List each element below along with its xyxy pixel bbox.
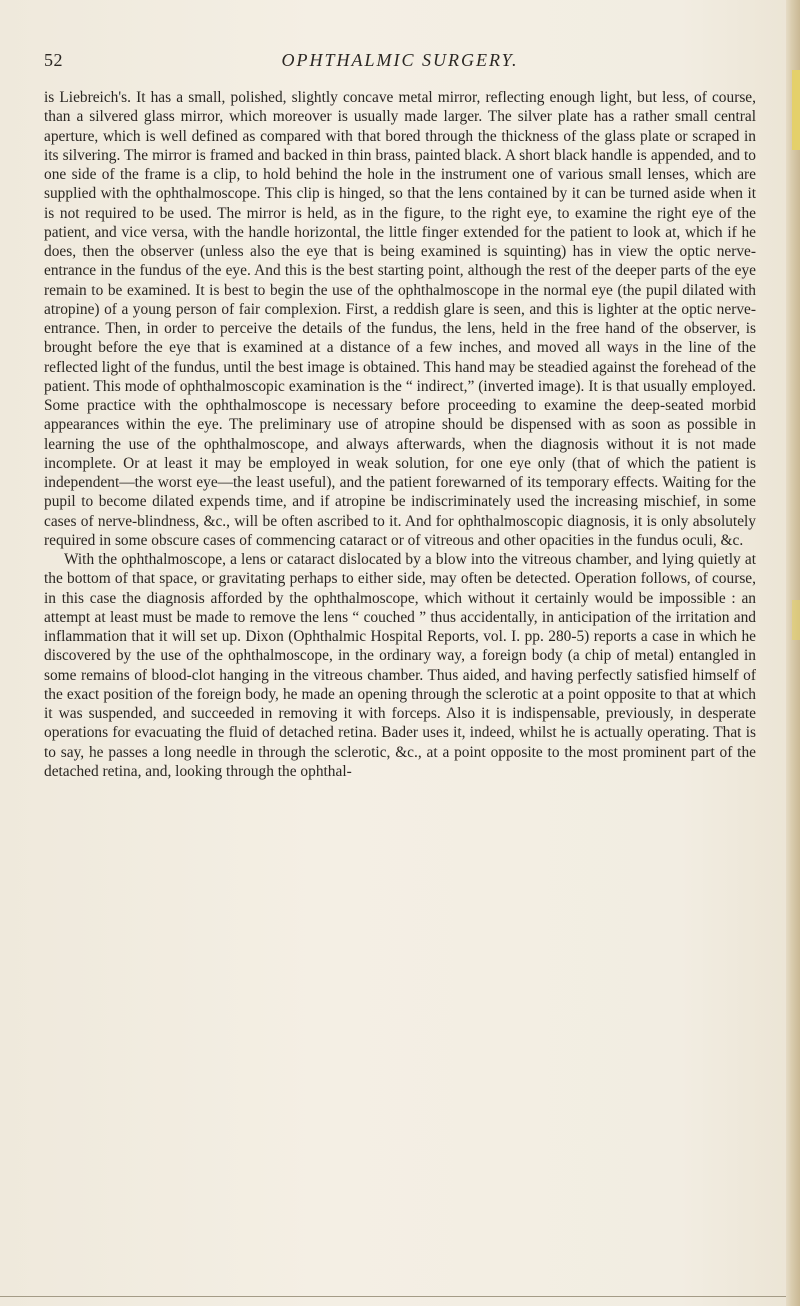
- page-edge: [786, 0, 800, 1306]
- paragraph: is Liebreich's. It has a small, polished, slightly concave metal mirror, reflecting enough light, but less, of course, than a silvered glass mirror, which moreover is usually made larger. The silver plate has a rather small central aperture, which is well defined as compared with that bored through the thickness of the glass plate or scraped in its silvering. The mirror is framed and backed in thin brass, painted black. A short black handle is appended, and to one side of the frame is a clip, to hold behind the hole in the instrument one of various small lenses, which are supplied with the ophthalmoscope. This clip is hinged, so that the lens contained by it can be turned aside when it is not required to be used. The mirror is held, as in the figure, to the right eye, to examine the right eye of the patient, and vice versa, with the handle horizontal, the little finger extended for the patient to look at, which if he does, then the observer (unless also the eye that is being examined is squinting) has in view the optic nerve-entrance in the fundus of the eye. And this is the best starting point, although the rest of the deeper parts of the eye remain to be examined. It is best to begin the use of the ophthalmoscope in the normal eye (the pupil dilated with atropine) of a young person of fair complexion. First, a reddish glare is seen, and this is lighter at the optic nerve-entrance. Then, in order to perceive the details of the fundus, the lens, held in the free hand of the observer, is brought before the eye that is examined at a distance of a few inches, and moved all ways in the line of the reflected light of the fundus, until the best image is obtained. This hand may be steadied against the forehead of the patient. This mode of ophthalmoscopic examination is the “ indirect,” (inverted image). It is that usually employed. Some practice with the ophthalmoscope is necessary before proceeding to examine the deep-seated morbid appearances within the eye. The preliminary use of atropine should be dispensed with as soon as possible in learning the use of the ophthalmoscope, and always afterwards, when the diagnosis without it is not made incomplete. Or at least it may be employed in weak solution, for one eye only (that of which the patient is independent—the worst eye—the least useful), and the patient forewarned of its temporary effects. Waiting for the pupil to become dilated expends time, and if atropine be indiscriminately used the increasing mischief, in some cases of nerve-blindness, &c., will be often ascribed to it. And for ophthalmoscopic diagnosis, it is only absolutely required in some obscure cases of commencing cataract or of vitreous and other opacities in the fundus oculi, &c.: [44, 89, 756, 549]
- body-text: [44, 88, 756, 781]
- bottom-edge: [0, 1296, 786, 1297]
- page-header: [44, 50, 756, 76]
- running-title: OPHTHALMIC SURGERY.: [281, 50, 519, 70]
- page-number: 52: [44, 50, 63, 70]
- page-edge-highlight: [792, 70, 800, 150]
- paragraph: With the ophthalmoscope, a lens or cataract dislocated by a blow into the vitreous chamber, and lying quietly at the bottom of that space, or gravitating perhaps to either side, may often be detected. Operation follows, of course, in this case the diagnosis afforded by the ophthalmoscope, which without it certainly would be impossible : an attempt at least must be made to remove the lens “ couched ” thus accidentally, in anticipation of the irritation and inflammation that it will set up. Dixon (Ophthalmic Hospital Reports, vol. I. pp. 280-5) reports a case in which he discovered by the use of the ophthalmoscope, in the ordinary way, a foreign body (a chip of metal) entangled in some remains of blood-clot hanging in the vitreous chamber. Thus aided, and having perfectly satisfied himself of the exact position of the foreign body, he made an opening through the sclerotic at a point opposite to that at which it was suspended, and succeeded in removing it with forceps. Also it is indispensable, previously, in desperate operations for evacuating the fluid of detached retina. Bader uses it, indeed, whilst he is actually operating. That is to say, he passes a long needle in through the sclerotic, &c., at a point opposite to the most prominent part of the detached retina, and, looking through the ophthal-: [44, 551, 756, 780]
- page-edge-highlight: [792, 600, 800, 640]
